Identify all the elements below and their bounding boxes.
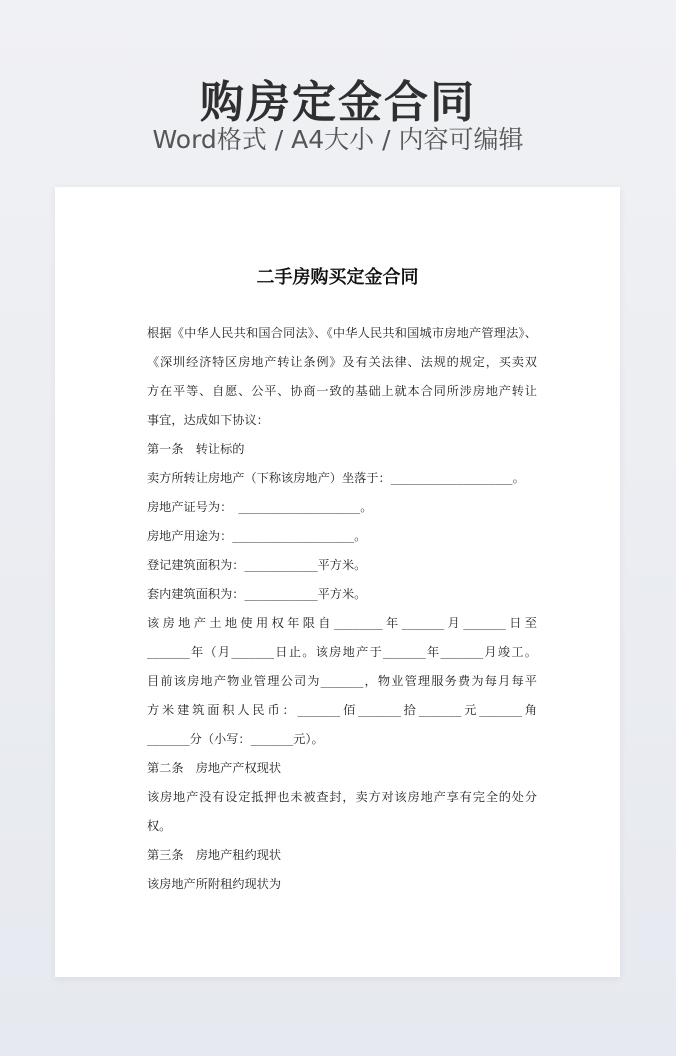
document-line: 目前该房地产物业管理公司为_______，物业管理服务费为每月每平 (147, 674, 537, 688)
document-line: 权。 (147, 819, 172, 833)
document-line: 房地产证号为： ____________________。 (147, 500, 373, 514)
document-line: 房地产用途为：____________________。 (147, 529, 367, 543)
document-line: 《深圳经济特区房地产转让条例》及有关法律、法规的规定，买卖双 (147, 355, 537, 369)
document-line: 第一条 转让标的 (147, 442, 245, 456)
document-line: 该房地产没有设定抵押也未被查封，卖方对该房地产享有完全的处分 (147, 790, 537, 804)
document-line: 第二条 房地产产权现状 (147, 761, 282, 775)
document-line: 该房地产所附租约现状为 (147, 877, 282, 891)
document-page (55, 187, 620, 977)
document-line: _______年（月_______日止。该房地产于_______年_______月竣工。 (147, 645, 537, 659)
banner-subtitle: Word格式 / A4大小 / 内容可编辑 (152, 125, 524, 154)
banner-title: 购房定金合同 (200, 77, 476, 128)
document-line: 该房地产土地使用权年限自________年_______月_______日至 (147, 616, 537, 630)
document-line: 登记建筑面积为：____________平方米。 (147, 558, 367, 572)
document-line: 第三条 房地产租约现状 (147, 848, 282, 862)
document-line: 事宜，达成如下协议： (147, 413, 269, 427)
document-body (147, 321, 537, 901)
document-title: 二手房购买定金合同 (256, 267, 419, 288)
document-line: _______分（小写：_______元）。 (147, 732, 324, 746)
document-line: 套内建筑面积为：____________平方米。 (147, 587, 367, 601)
document-line: 卖方所转让房地产（下称该房地产）坐落于：____________________。 (147, 471, 525, 485)
document-line: 方米建筑面积人民币：_______佰_______拾_______元_______角 (147, 703, 537, 717)
document-line: 方在平等、自愿、公平、协商一致的基础上就本合同所涉房地产转让 (147, 384, 537, 398)
document-line: 根据《中华人民共和国合同法》、《中华人民共和国城市房地产管理法》、 (147, 326, 537, 340)
